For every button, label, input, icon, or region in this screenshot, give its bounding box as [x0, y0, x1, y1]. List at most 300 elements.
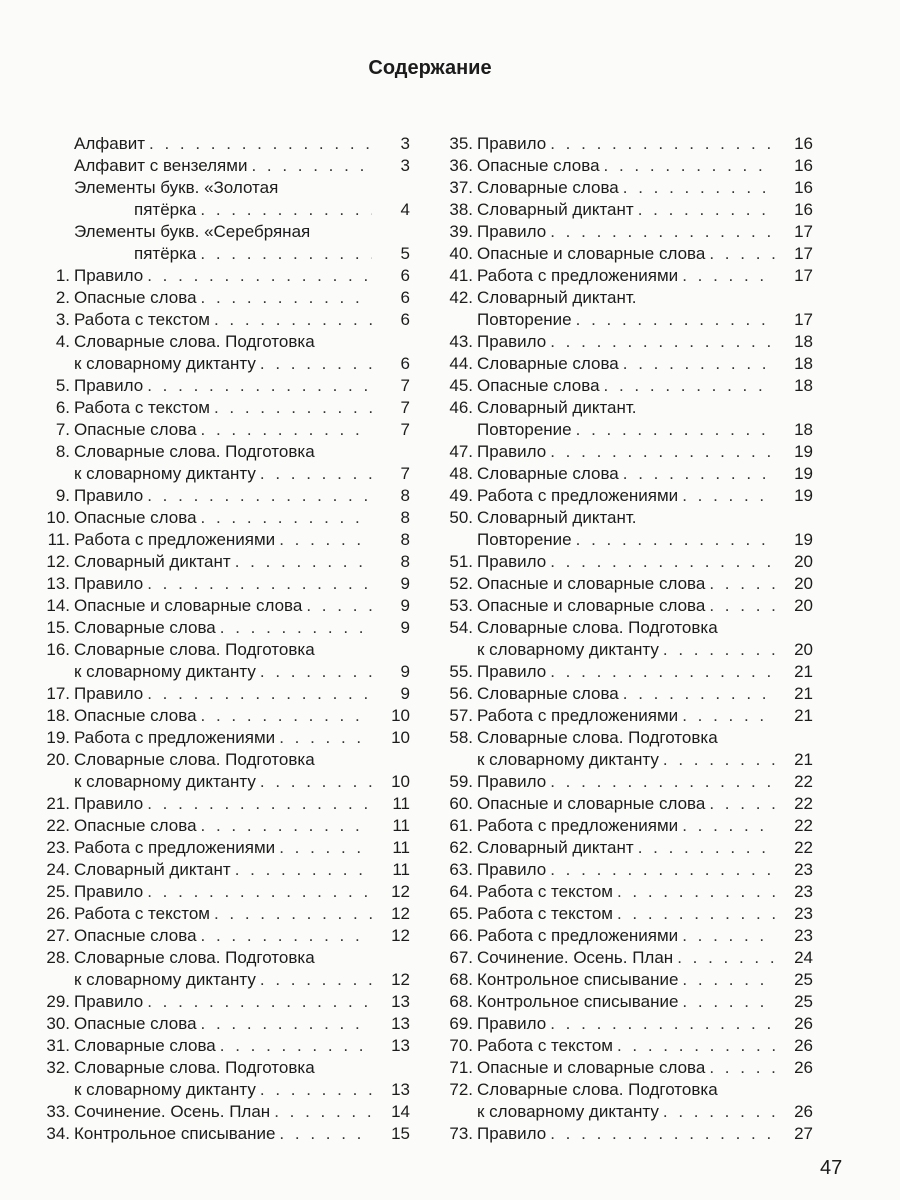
toc-entry-title: Словарный диктант — [74, 860, 231, 879]
toc-entry — [443, 177, 813, 199]
toc-entry — [40, 551, 410, 573]
toc-entry — [40, 419, 410, 441]
toc-entry — [40, 155, 410, 177]
dot-leader — [214, 397, 372, 419]
toc-entry-number: 14. — [46, 596, 70, 615]
dot-leader — [709, 1057, 775, 1079]
toc-entry — [443, 485, 813, 507]
toc-entry-page: 20 — [794, 640, 813, 659]
toc-entry-number: 42. — [449, 288, 473, 307]
toc-entry-page: 14 — [391, 1102, 410, 1121]
toc-entry-page: 13 — [391, 1014, 410, 1033]
toc-entry-number: 43. — [449, 332, 473, 351]
toc-entry-title: Правило — [477, 442, 547, 461]
toc-entry-number: 69. — [449, 1014, 473, 1033]
toc-entry-title: Словарные слова. Подготовка — [74, 442, 315, 461]
toc-entry-page: 19 — [794, 530, 813, 549]
toc-entry-title: Правило — [74, 992, 144, 1011]
toc-entry-page: 19 — [794, 486, 813, 505]
toc-entry-page: 10 — [391, 728, 410, 747]
dot-leader — [200, 243, 372, 265]
toc-entry-title: Опасные и словарные слова — [74, 596, 303, 615]
toc-entry-title: Работа с предложениями — [74, 838, 276, 857]
dot-leader — [220, 1035, 372, 1057]
toc-entry-title: Опасные и словарные слова — [477, 244, 706, 263]
toc-entry-title: Сочинение. Осень. План — [477, 948, 674, 967]
toc-entry-title: Опасные слова — [477, 156, 600, 175]
toc-entry-title: Повторение — [477, 530, 572, 549]
toc-entry-number: 56. — [449, 684, 473, 703]
toc-entry-page: 18 — [794, 332, 813, 351]
toc-entry-title: Словарный диктант. — [477, 508, 637, 527]
toc-entry-number: 62. — [449, 838, 473, 857]
toc-entry — [443, 727, 813, 771]
dot-leader — [149, 133, 372, 155]
toc-entry-page: 21 — [794, 750, 813, 769]
toc-entry-page: 10 — [391, 706, 410, 725]
toc-entry-title: Опасные слова — [74, 1014, 197, 1033]
toc-entry-title: к словарному диктанту — [74, 354, 256, 373]
toc-entry — [40, 859, 410, 881]
toc-entry-title: к словарному диктанту — [74, 772, 256, 791]
toc-entry-number: 23. — [46, 838, 70, 857]
toc-entry-page: 11 — [392, 816, 410, 835]
toc-entry — [443, 199, 813, 221]
dot-leader — [260, 969, 372, 991]
toc-entry-number: 72. — [449, 1080, 473, 1099]
toc-entry-title: Правило — [74, 376, 144, 395]
toc-entry-number: 30. — [46, 1014, 70, 1033]
dot-leader — [201, 705, 372, 727]
toc-column-left — [40, 133, 410, 1145]
toc-entry-page: 11 — [392, 838, 410, 857]
toc-entry-title: Опасные и словарные слова — [477, 794, 706, 813]
dot-leader — [306, 595, 372, 617]
toc-entry-number: 59. — [449, 772, 473, 791]
dot-leader — [550, 859, 775, 881]
toc-entry-number — [40, 221, 74, 265]
dot-leader — [677, 947, 775, 969]
dot-leader — [214, 903, 372, 925]
toc-entry-page: 10 — [391, 772, 410, 791]
dot-leader — [682, 705, 775, 727]
toc-entry-page: 18 — [794, 376, 813, 395]
toc-entry — [443, 1123, 813, 1145]
dot-leader — [147, 485, 372, 507]
toc-entry — [40, 133, 410, 155]
toc-entry-number: 21. — [46, 794, 70, 813]
dot-leader — [550, 133, 775, 155]
toc-entry-number — [40, 155, 74, 177]
toc-entry — [40, 595, 410, 617]
toc-entry — [40, 397, 410, 419]
toc-entry — [443, 1035, 813, 1057]
toc-entry-page: 3 — [400, 134, 410, 153]
toc-entry-title: Алфавит с вензелями — [74, 156, 248, 175]
toc-entry-page: 9 — [400, 684, 410, 703]
toc-entry-number: 8. — [55, 442, 70, 461]
toc-entry-page: 16 — [794, 156, 813, 175]
dot-leader — [235, 551, 372, 573]
toc-entry-page: 6 — [400, 266, 410, 285]
toc-entry-page: 16 — [794, 200, 813, 219]
toc-entry-title: Словарные слова. Подготовка — [74, 948, 315, 967]
toc-entry — [40, 529, 410, 551]
toc-entry — [40, 793, 410, 815]
toc-entry — [40, 441, 410, 485]
toc-entry-number: 50. — [449, 508, 473, 527]
toc-entry-page: 4 — [400, 200, 410, 219]
toc-entry — [40, 485, 410, 507]
toc-entry-page: 18 — [794, 420, 813, 439]
dot-leader — [550, 441, 775, 463]
toc-entry-number: 3. — [55, 310, 70, 329]
toc-entry-title: Повторение — [477, 310, 572, 329]
toc-entry-number: 64. — [449, 882, 473, 901]
toc-entry-title: Работа с предложениями — [477, 486, 679, 505]
dot-leader — [201, 925, 372, 947]
toc-entry — [443, 969, 813, 991]
dot-leader — [617, 1035, 775, 1057]
toc-entry-number: 7. — [55, 420, 70, 439]
toc-entry-title: Опасные слова — [74, 508, 197, 527]
toc-entry-page: 8 — [400, 530, 410, 549]
toc-entry-number: 40. — [449, 244, 473, 263]
toc-entry-title: Словарные слова. Подготовка — [477, 618, 718, 637]
toc-entry-title: к словарному диктанту — [74, 662, 256, 681]
toc-entry-title: Работа с предложениями — [477, 266, 679, 285]
toc-entry — [40, 309, 410, 331]
dot-leader — [576, 529, 775, 551]
toc-entry-title: Опасные слова — [74, 816, 197, 835]
toc-entry-number: 45. — [449, 376, 473, 395]
toc-entry — [40, 639, 410, 683]
toc-entry-page: 17 — [794, 244, 813, 263]
page-number: 47 — [820, 1157, 843, 1179]
toc-entry-number: 55. — [449, 662, 473, 681]
toc-entry-number: 61. — [449, 816, 473, 835]
toc-entry-page: 23 — [794, 904, 813, 923]
toc-entry-number: 27. — [46, 926, 70, 945]
toc-entry-page: 16 — [794, 134, 813, 153]
toc-entry-title: Работа с предложениями — [74, 728, 276, 747]
toc-entry — [40, 991, 410, 1013]
dot-leader — [550, 551, 775, 573]
toc-entry-title: Элементы букв. «Золотая — [74, 178, 279, 197]
dot-leader — [682, 991, 775, 1013]
dot-leader — [147, 573, 372, 595]
dot-leader — [214, 309, 372, 331]
toc-entry-title: Опасные слова — [74, 926, 197, 945]
toc-entry-title: Правило — [74, 794, 144, 813]
toc-entry-title: Словарный диктант. — [477, 288, 637, 307]
toc-entry — [443, 573, 813, 595]
toc-entry-page: 23 — [794, 882, 813, 901]
toc-entry-title: Опасные и словарные слова — [477, 596, 706, 615]
toc-entry-number: 49. — [449, 486, 473, 505]
dot-leader — [663, 639, 775, 661]
toc-entry — [443, 991, 813, 1013]
toc-entry-page: 19 — [794, 464, 813, 483]
toc-entry-number: 16. — [46, 640, 70, 659]
toc-entry-title: Работа с текстом — [74, 310, 210, 329]
dot-leader — [279, 727, 372, 749]
toc-entry — [40, 947, 410, 991]
toc-entry — [40, 331, 410, 375]
toc-entry-number: 71. — [449, 1058, 473, 1077]
toc-entry — [443, 331, 813, 353]
dot-leader — [623, 353, 775, 375]
dot-leader — [279, 529, 372, 551]
toc-entry-number: 46. — [449, 398, 473, 417]
toc-entry — [443, 1057, 813, 1079]
toc-entry-page: 25 — [794, 992, 813, 1011]
toc-entry-number: 37. — [449, 178, 473, 197]
dot-leader — [709, 595, 775, 617]
dot-leader — [260, 661, 372, 683]
toc-entry-page: 16 — [794, 178, 813, 197]
toc-entry — [40, 375, 410, 397]
toc-entry-number: 6. — [55, 398, 70, 417]
dot-leader — [220, 617, 372, 639]
page-title: Содержание — [368, 57, 492, 79]
dot-leader — [682, 925, 775, 947]
toc-entry-page: 7 — [400, 464, 410, 483]
toc-entry-page: 13 — [391, 1036, 410, 1055]
toc-entry-title: Правило — [477, 1124, 547, 1143]
toc-entry — [443, 463, 813, 485]
toc-entry-page: 26 — [794, 1014, 813, 1033]
toc-entry-page: 7 — [400, 376, 410, 395]
toc-entry-number: 13. — [46, 574, 70, 593]
toc-entry — [443, 155, 813, 177]
toc-entry-title: Работа с предложениями — [74, 530, 276, 549]
toc-entry-page: 27 — [794, 1124, 813, 1143]
toc-entry-page: 3 — [400, 156, 410, 175]
dot-leader — [709, 793, 775, 815]
toc-entry-title: Правило — [477, 222, 547, 241]
toc-entry-page: 7 — [400, 398, 410, 417]
dot-leader — [260, 463, 372, 485]
dot-leader — [279, 1123, 372, 1145]
toc-entry-title: Правило — [477, 662, 547, 681]
toc-entry-title: Работа с текстом — [477, 1036, 613, 1055]
toc-entry-page: 8 — [400, 486, 410, 505]
dot-leader — [604, 375, 775, 397]
toc-entry-page: 22 — [794, 772, 813, 791]
toc-entry-number: 68. — [449, 970, 473, 989]
toc-entry-number: 26. — [46, 904, 70, 923]
toc-entry-page: 5 — [400, 244, 410, 263]
toc-entry-page: 22 — [794, 838, 813, 857]
toc-entry-page: 21 — [794, 684, 813, 703]
toc-entry-number — [40, 177, 74, 221]
toc-entry — [443, 375, 813, 397]
toc-entry-page: 12 — [391, 970, 410, 989]
toc-entry-title: Правило — [74, 486, 144, 505]
toc-entry — [443, 551, 813, 573]
toc-entry-page: 26 — [794, 1058, 813, 1077]
dot-leader — [550, 771, 775, 793]
dot-leader — [251, 155, 372, 177]
toc-entry — [443, 881, 813, 903]
dot-leader — [663, 749, 775, 771]
toc-entry — [40, 1035, 410, 1057]
toc-entry-number: 47. — [449, 442, 473, 461]
dot-leader — [279, 837, 372, 859]
toc-entry — [40, 177, 410, 221]
toc-entry — [40, 1013, 410, 1035]
toc-entry-title: Сочинение. Осень. План — [74, 1102, 271, 1121]
toc-entry-page: 20 — [794, 552, 813, 571]
dot-leader — [201, 507, 372, 529]
toc-entry-title: Словарные слова — [477, 684, 619, 703]
toc-entry-title: Работа с текстом — [477, 904, 613, 923]
toc-entry-title: Словарные слова — [74, 618, 216, 637]
toc-entry-title: к словарному диктанту — [74, 464, 256, 483]
toc-entry-number: 73. — [449, 1124, 473, 1143]
toc-entry-page: 15 — [391, 1124, 410, 1143]
toc-entry — [443, 265, 813, 287]
toc-entry — [40, 221, 410, 265]
toc-entry-number: 66. — [449, 926, 473, 945]
toc-entry-page: 24 — [794, 948, 813, 967]
toc-entry-title: Словарные слова. Подготовка — [74, 1058, 315, 1077]
toc-entry-number: 32. — [46, 1058, 70, 1077]
toc-entry-page: 6 — [400, 288, 410, 307]
toc-entry-number: 28. — [46, 948, 70, 967]
toc-entry-title: Словарный диктант. — [477, 398, 637, 417]
toc-entry-number: 4. — [55, 332, 70, 351]
dot-leader — [576, 419, 775, 441]
dot-leader — [550, 1123, 775, 1145]
toc-entry-number — [40, 133, 74, 155]
dot-leader — [663, 1101, 775, 1123]
toc-entry — [40, 925, 410, 947]
toc-entry-title: Правило — [477, 1014, 547, 1033]
toc-entry-page: 13 — [391, 992, 410, 1011]
toc-entry-title: Правило — [477, 860, 547, 879]
toc-entry-number: 54. — [449, 618, 473, 637]
toc-entry-page: 22 — [794, 794, 813, 813]
toc-entry-number: 29. — [46, 992, 70, 1011]
dot-leader — [550, 331, 775, 353]
dot-leader — [201, 1013, 372, 1035]
toc-entry — [443, 683, 813, 705]
toc-entry-title: Опасные слова — [74, 706, 197, 725]
toc-entry — [443, 859, 813, 881]
toc-entry-page: 21 — [794, 662, 813, 681]
toc-entry-page: 23 — [794, 860, 813, 879]
toc-entry-number: 1. — [55, 266, 70, 285]
dot-leader — [550, 221, 775, 243]
toc-entry — [443, 595, 813, 617]
toc-entry-number: 10. — [46, 508, 70, 527]
toc-entry-page: 20 — [794, 596, 813, 615]
toc-entry-title: Элементы букв. «Серебряная — [74, 222, 311, 241]
toc-entry-title: Словарные слова. Подготовка — [74, 640, 315, 659]
toc-entry-title: Опасные слова — [74, 288, 197, 307]
toc-entry-title: Работа с предложениями — [477, 926, 679, 945]
toc-entry-page: 17 — [794, 310, 813, 329]
toc-entry — [40, 287, 410, 309]
toc-entry — [40, 617, 410, 639]
toc-entry-page: 7 — [400, 420, 410, 439]
dot-leader — [623, 463, 775, 485]
toc-entry-number: 67. — [449, 948, 473, 967]
toc-entry-number: 35. — [449, 134, 473, 153]
toc-entry-title: Словарный диктант — [477, 838, 634, 857]
toc-entry-title: Работа с предложениями — [477, 816, 679, 835]
dot-leader — [147, 375, 372, 397]
toc-entry-page: 17 — [794, 222, 813, 241]
toc-entry-title: Опасные слова — [74, 420, 197, 439]
dot-leader — [682, 485, 775, 507]
toc-entry-page: 12 — [391, 882, 410, 901]
dot-leader — [576, 309, 775, 331]
dot-leader — [260, 771, 372, 793]
toc-entry-title: Алфавит — [74, 134, 146, 153]
toc-entry — [443, 243, 813, 265]
toc-entry-page: 19 — [794, 442, 813, 461]
toc-entry-number: 18. — [46, 706, 70, 725]
toc-entry-title: Правило — [74, 266, 144, 285]
toc-entry-number: 34. — [46, 1124, 70, 1143]
toc-entry-title: Контрольное списывание — [74, 1124, 276, 1143]
dot-leader — [638, 199, 775, 221]
dot-leader — [682, 265, 775, 287]
toc-entry — [40, 683, 410, 705]
toc-entry-title: Правило — [477, 332, 547, 351]
toc-entry-title: Словарный диктант — [477, 200, 634, 219]
toc-entry-title: Работа с текстом — [74, 904, 210, 923]
toc-entry — [40, 1057, 410, 1101]
toc-entry-number: 38. — [449, 200, 473, 219]
toc-entry-number: 2. — [55, 288, 70, 307]
dot-leader — [617, 881, 775, 903]
toc-entry — [443, 661, 813, 683]
toc-entry-number: 17. — [46, 684, 70, 703]
toc-entry-page: 11 — [392, 794, 410, 813]
toc-entry-number: 11. — [47, 530, 70, 549]
toc-entry-title: Работа с текстом — [477, 882, 613, 901]
toc-entry — [443, 1079, 813, 1123]
dot-leader — [709, 243, 775, 265]
toc-entry-number: 5. — [55, 376, 70, 395]
toc-entry-page: 25 — [794, 970, 813, 989]
toc-entry-number: 31. — [46, 1036, 70, 1055]
toc-entry-page: 12 — [391, 926, 410, 945]
toc-entry-number: 44. — [449, 354, 473, 373]
toc-entry-title: Словарные слова — [74, 1036, 216, 1055]
toc-entry — [443, 771, 813, 793]
dot-leader — [682, 815, 775, 837]
toc-entry — [443, 353, 813, 375]
toc-entry-title: Контрольное списывание — [477, 970, 679, 989]
toc-entry — [443, 397, 813, 441]
toc-entry-title: Правило — [477, 552, 547, 571]
toc-entry-number: 20. — [46, 750, 70, 769]
toc-entry-number: 41. — [449, 266, 473, 285]
toc-column-right — [443, 133, 813, 1145]
toc-entry — [443, 837, 813, 859]
toc-entry-page: 20 — [794, 574, 813, 593]
toc-entry-number: 58. — [449, 728, 473, 747]
toc-entry — [443, 221, 813, 243]
toc-entry — [40, 1101, 410, 1123]
toc-entry — [40, 903, 410, 925]
toc-entry-number: 63. — [449, 860, 473, 879]
